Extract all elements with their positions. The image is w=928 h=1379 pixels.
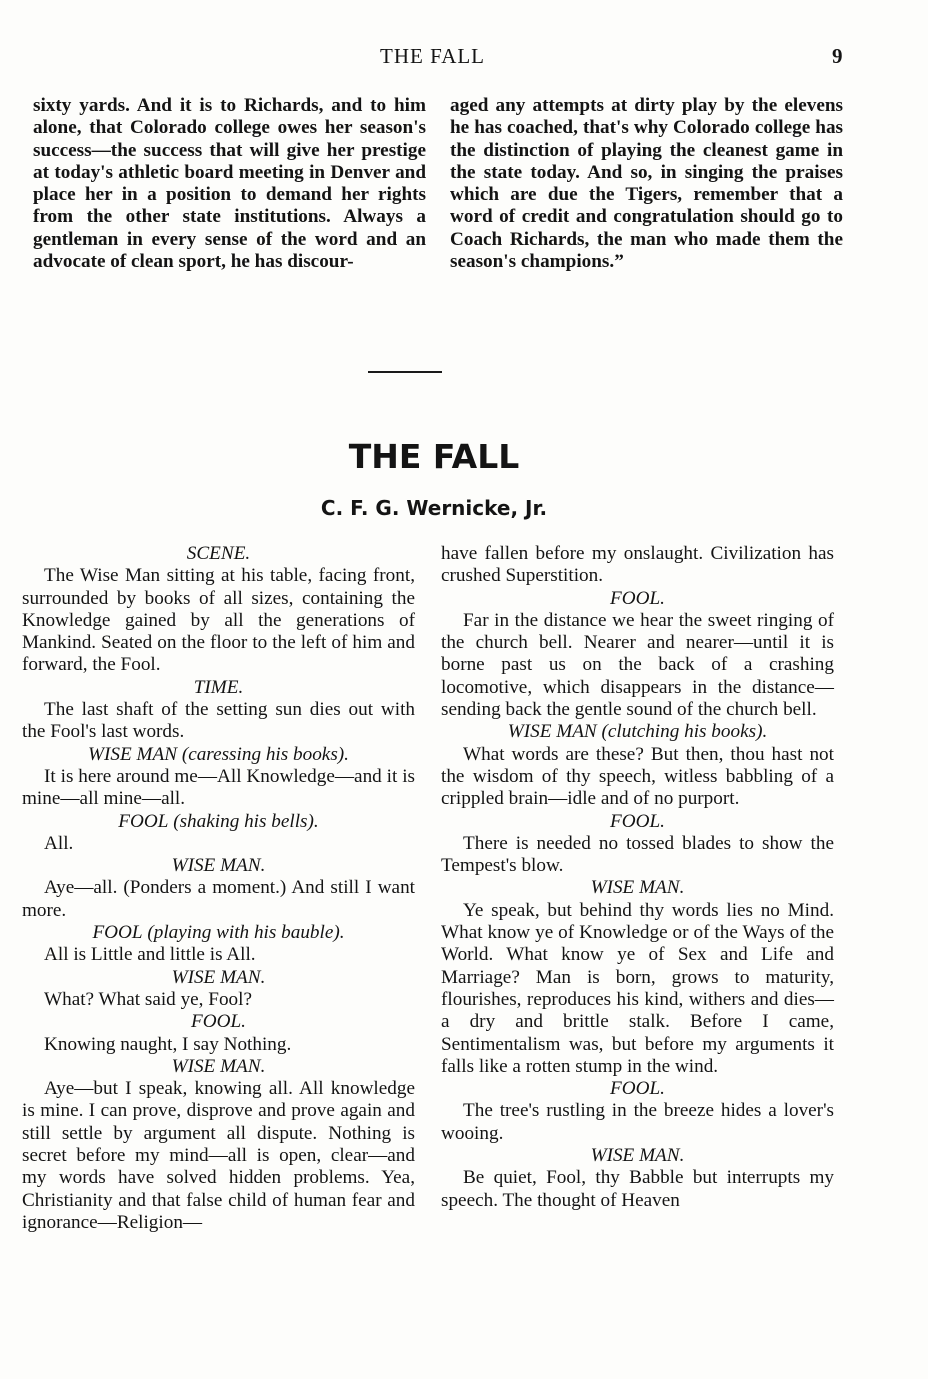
dialogue-paragraph: It is here around me—All Knowledge—and it is mine—all mine—all. [22, 765, 415, 810]
speaker-name: WISE MAN. [590, 877, 685, 899]
speaker-name: FOOL. [191, 1011, 246, 1033]
stage-direction: (shaking his bells). [173, 810, 319, 832]
speaker-line [22, 1056, 415, 1078]
dialogue-paragraph: All is Little and little is All. [44, 944, 256, 966]
previous-article-right-column [450, 95, 843, 273]
speaker-line [22, 811, 415, 833]
stage-heading: TIME. [193, 676, 244, 698]
dialogue-paragraph: All. [44, 832, 74, 854]
dialogue-paragraph: There is needed no tossed blades to show the Tempest's blow. [441, 832, 834, 877]
stage-direction: (clutching his books). [601, 721, 768, 743]
speaker-line [22, 922, 415, 944]
article-author: C. F. G. Wernicke, Jr. [320, 496, 548, 520]
speaker-name: WISE MAN [88, 743, 178, 765]
speaker-name: FOOL. [610, 810, 665, 832]
dialogue-paragraph: What words are these? But then, thou hast not the wisdom of thy speech, witless babbling of a crippled brain—idle and of no purport. [441, 743, 834, 810]
section-divider [368, 371, 442, 373]
speaker-line [441, 877, 834, 899]
dialogue-paragraph: Knowing naught, I say Nothing. [44, 1033, 292, 1055]
dialogue-paragraph: Aye—but I speak, knowing all. All knowledge is mine. I can prove, disprove and prove again and still settle by argument all dispute. Nothing is secret before my mind—all is open, clear—and my words have solved hidden problems. Yea, Christianity and that false child of human fear and ignorance—Religion— [22, 1078, 415, 1233]
dialogue-paragraph: The last shaft of the setting sun dies out with the Fool's last words. [22, 699, 415, 743]
dialogue-paragraph: The tree's rustling in the breeze hides a lover's wooing. [441, 1100, 834, 1144]
previous-article-text-left: sixty yards. And it is to Richards, and to him alone, that Colorado college owes her season's success—the success that will give her prestige at today's athletic board meeting in Denver and place her in a position to demand her rights from the other state institutions. Always a gentleman in every sense of the word and an advocate of clean sport, he has discour- [33, 95, 426, 273]
stage-heading: SCENE. [186, 543, 251, 564]
speaker-name: WISE MAN. [171, 855, 266, 877]
page-number: 9 [832, 44, 843, 68]
dialogue-paragraph: Far in the distance we hear the sweet ringing of the church bell. Nearer and nearer—until it is borne past us on the back of a crashing locomotive, which disappears in the distance—sending back the gentle sound of the church bell. [441, 609, 834, 721]
speaker-name: WISE MAN. [171, 1055, 266, 1077]
speaker-line [441, 588, 834, 610]
stage-direction: (playing with his bauble). [147, 922, 345, 944]
stage-direction: (caressing his books). [181, 743, 349, 765]
speaker-line [441, 811, 834, 833]
speaker-name: WISE MAN [507, 721, 597, 743]
previous-article-text-right: aged any attempts at dirty play by the elevens he has coached, that's why Colorado college has the distinction of playing the cleanest game in the state today. And so, in singing the praises which are due the Tigers, remember that a word of credit and congratulation should go to Coach Richards, the man who made them the season's champions.” [450, 95, 843, 273]
dialogue-paragraph: Be quiet, Fool, thy Babble but interrupts my speech. The thought of Heaven [441, 1167, 834, 1211]
dialogue-paragraph: Ye speak, but behind thy words lies no Mind. What know ye of Knowledge or of the Ways of the World. What know ye of Sex and Life and Marriage? Man is born, grows to maturity, flourishes, reproduces his kind, withers and dies—a dry and brittle stalk. Before I came, Sentimentalism was, but before my arguments it falls like a rotten stump in the wind. [441, 899, 834, 1077]
play-right-column [441, 543, 834, 1212]
speaker-line [22, 744, 415, 766]
speaker-name: FOOL. [610, 587, 665, 609]
dialogue-paragraph: have fallen before my onslaught. Civilization has crushed Superstition. [441, 543, 834, 587]
previous-article-left-column [33, 95, 426, 273]
article-title: THE FALL [348, 437, 520, 476]
speaker-line [22, 855, 415, 877]
speaker-name: FOOL. [610, 1078, 665, 1100]
speaker-name: FOOL [118, 810, 169, 832]
play-left-column [22, 543, 415, 1234]
speaker-name: FOOL [92, 922, 143, 944]
speaker-name: WISE MAN. [171, 966, 266, 988]
speaker-line [441, 1145, 834, 1167]
dialogue-paragraph: What? What said ye, Fool? [44, 988, 252, 1010]
speaker-line [22, 967, 415, 989]
speaker-line [22, 1011, 415, 1033]
running-head: THE FALL [380, 44, 486, 68]
speaker-line [441, 721, 834, 743]
speaker-name: WISE MAN. [590, 1145, 685, 1167]
dialogue-paragraph: The Wise Man sitting at his table, facing front, surrounded by books of all sizes, containing the Knowledge gained by all the generations of Mankind. Seated on the floor to the left of him and forward, the Fool. [22, 565, 415, 676]
dialogue-paragraph: Aye—all. (Ponders a moment.) And still I want more. [22, 877, 415, 921]
speaker-line [441, 1078, 834, 1100]
